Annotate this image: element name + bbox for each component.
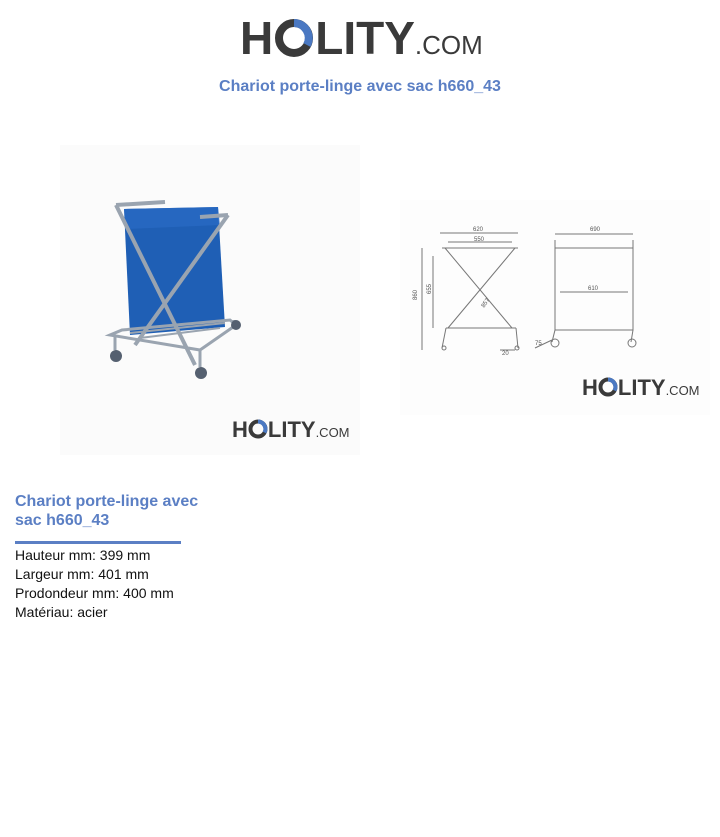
product-title: Chariot porte-linge avec sac h660_43 <box>15 493 199 529</box>
spec-depth: Prodondeur mm: 400 mm <box>15 585 174 601</box>
page-title: Chariot porte-linge avec sac h660_43 <box>219 78 501 95</box>
logo-letter-h: H <box>240 12 274 64</box>
logo-domain: .COM <box>414 30 483 60</box>
product-specs <box>15 546 174 622</box>
drawing-watermark-logo: H LITY .COM <box>582 375 700 400</box>
dim-655: 655 <box>427 283 433 294</box>
dim-20: 20 <box>502 351 509 357</box>
dim-690: 690 <box>590 227 601 233</box>
dim-610: 610 <box>588 286 599 292</box>
spec-width: Largeur mm: 401 mm <box>15 566 149 582</box>
title-divider <box>15 541 181 544</box>
logo-word: LITY <box>315 12 415 64</box>
dim-620: 620 <box>473 227 484 233</box>
logo-ring-icon <box>598 377 618 397</box>
dim-550: 550 <box>474 237 485 243</box>
site-logo[interactable] <box>240 12 483 64</box>
spec-material: Matériau: acier <box>15 604 108 620</box>
product-photo[interactable] <box>60 145 360 455</box>
dim-75: 75 <box>535 341 542 347</box>
technical-drawing[interactable] <box>400 200 710 415</box>
dim-857: 857 <box>480 297 492 310</box>
logo-ring-icon <box>274 18 314 58</box>
spec-height: Hauteur mm: 399 mm <box>15 547 151 563</box>
dim-860: 860 <box>413 289 419 300</box>
laundry-cart-illustration <box>60 145 360 455</box>
photo-watermark-logo: H LITY .COM <box>232 417 350 442</box>
logo-ring-icon <box>248 419 268 439</box>
